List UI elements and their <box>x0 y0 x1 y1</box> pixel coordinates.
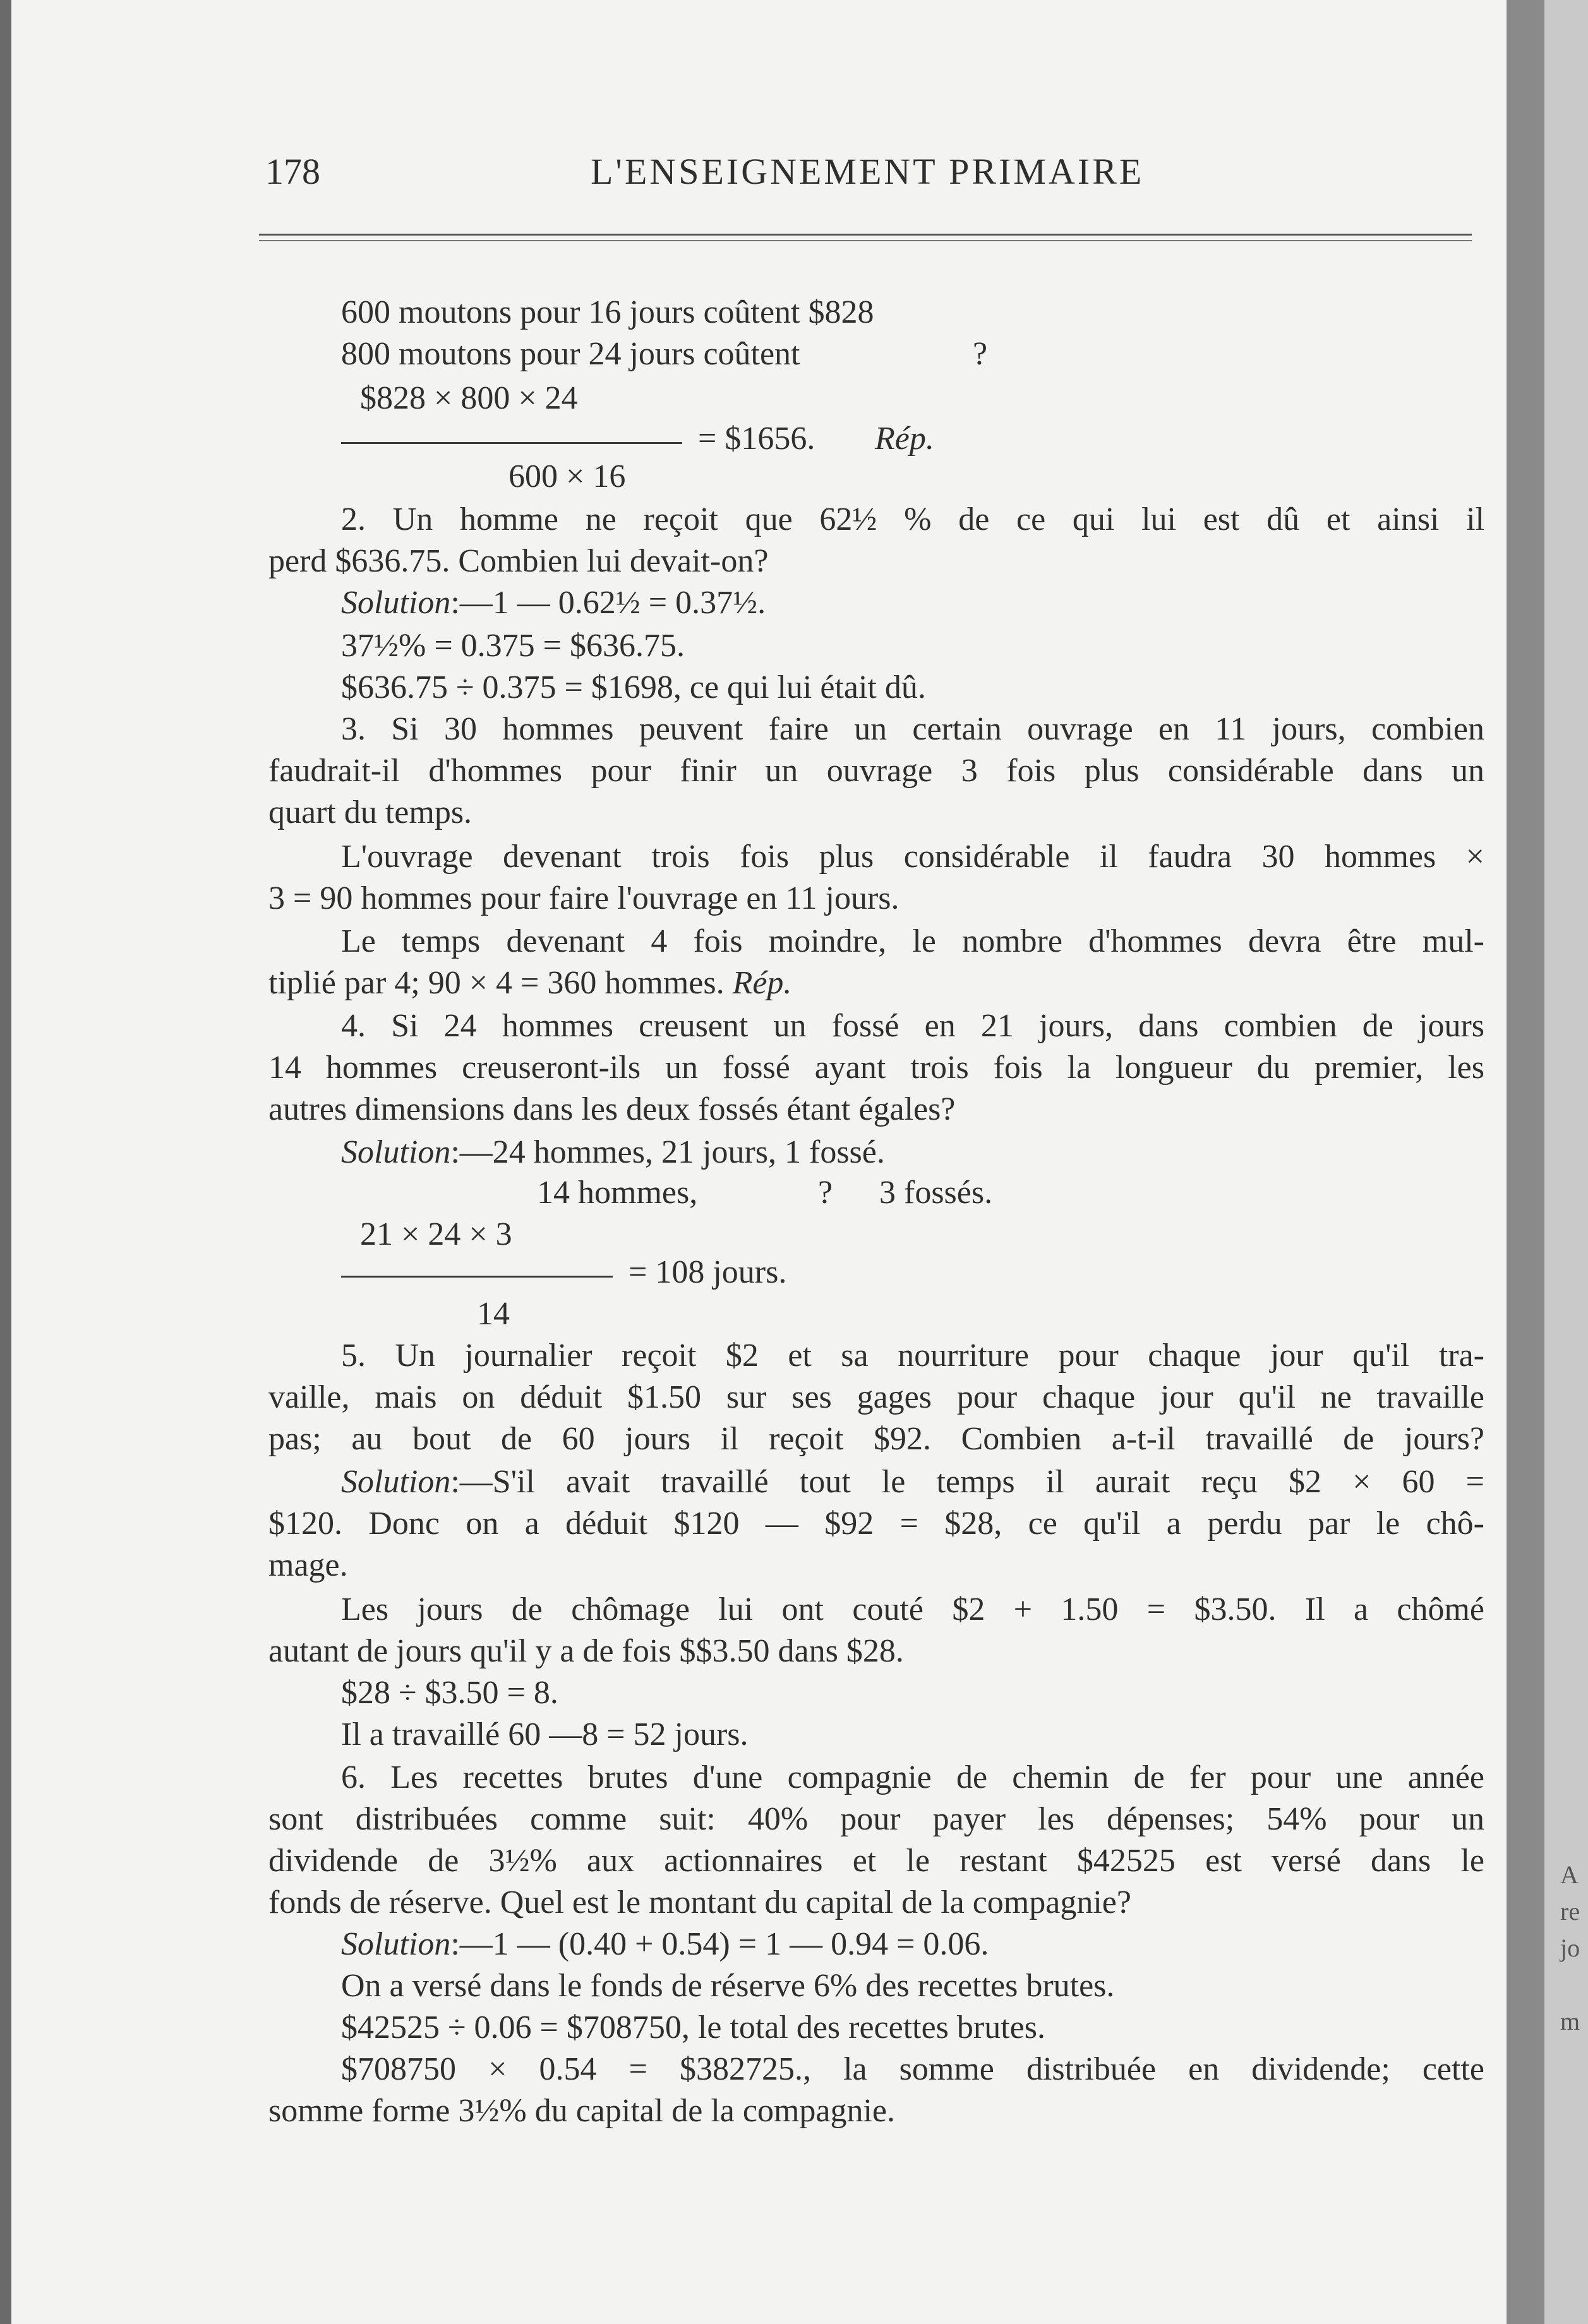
text-line: Il a travaillé 60 —8 = 52 jours. <box>341 1716 749 1752</box>
text-line: 800 moutons pour 24 jours coûtent <box>341 336 800 372</box>
text-line: 37½% = 0.375 = $636.75. <box>341 628 685 664</box>
text-line: ? <box>818 1175 833 1211</box>
fraction-denominator: 14 <box>477 1296 510 1332</box>
fraction-numerator: $828 × 800 × 24 <box>360 380 578 416</box>
text-line: 3. Si 30 hommes peuvent faire un certain ouvrage en 11 jours, combien <box>341 711 1484 747</box>
text-line: 3 = 90 hommes pour faire l'ouvrage en 11 jours. <box>268 880 899 916</box>
text-line: $708750 × 0.54 = $382725., la somme distribuée en dividende; cette <box>341 2051 1484 2087</box>
text-line: 14 hommes, <box>537 1175 698 1211</box>
text-line: 3 fossés. <box>879 1175 993 1211</box>
text-line: Les jours de chômage lui ont couté $2 + 1.50 = $3.50. Il a chômé <box>341 1591 1484 1627</box>
header-rule <box>259 234 1472 236</box>
page-edge-shadow <box>1507 0 1544 2324</box>
text-line: dividende de 3½% aux actionnaires et le restant $42525 est versé dans le <box>268 1843 1484 1879</box>
text-line: Rép. <box>875 421 934 457</box>
text-line: Solution:—1 — (0.40 + 0.54) = 1 — 0.94 = 0.06. <box>341 1926 989 1962</box>
text-line: = 108 jours. <box>629 1254 787 1290</box>
page-header <box>0 147 1507 197</box>
text-line: perd $636.75. Combien lui devait-on? <box>268 543 769 579</box>
header-rule-thin <box>259 240 1472 241</box>
text-line: 14 hommes creuseront-ils un fossé ayant trois fois la longueur du premier, les <box>268 1050 1484 1086</box>
fraction-bar <box>341 442 682 444</box>
text-line: 5. Un journalier reçoit $2 et sa nourriture pour chaque jour qu'il tra- <box>341 1338 1484 1374</box>
running-title: L'ENSEIGNEMENT PRIMAIRE <box>591 151 1145 192</box>
text-line: autres dimensions dans les deux fossés étant égales? <box>268 1091 956 1127</box>
text-line: mage. <box>268 1547 348 1583</box>
text-line: sont distribuées comme suit: 40% pour payer les dépenses; 54% pour un <box>268 1801 1484 1837</box>
text-line: L'ouvrage devenant trois fois plus considérable il faudra 30 hommes × <box>341 839 1484 875</box>
text-line: $636.75 ÷ 0.375 = $1698, ce qui lui était dû. <box>341 669 926 705</box>
text-line: $42525 ÷ 0.06 = $708750, le total des recettes brutes. <box>341 2010 1045 2045</box>
text-line: 4. Si 24 hommes creusent un fossé en 21 jours, dans combien de jours <box>341 1008 1484 1044</box>
text-line: 600 moutons pour 16 jours coûtent $828 <box>341 294 874 330</box>
text-line: somme forme 3½% du capital de la compagnie. <box>268 2093 896 2129</box>
text-line: tiplié par 4; 90 × 4 = 360 hommes. Rép. <box>268 965 792 1001</box>
fraction-numerator: 21 × 24 × 3 <box>360 1216 512 1252</box>
text-line: 6. Les recettes brutes d'une compagnie de chemin de fer pour une année <box>341 1759 1484 1795</box>
text-line: 2. Un homme ne reçoit que 62½ % de ce qui lui est dû et ainsi il <box>341 501 1484 537</box>
text-line: Solution:—24 hommes, 21 jours, 1 fossé. <box>341 1134 885 1170</box>
text-line: Le temps devenant 4 fois moindre, le nombre d'hommes devra être mul- <box>341 923 1484 959</box>
text-line: ? <box>973 336 988 372</box>
adjacent-page-text: A re jo m <box>1560 1860 1580 2035</box>
text-line: faudrait-il d'hommes pour finir un ouvrage 3 fois plus considérable dans un <box>268 753 1484 789</box>
text-line: = $1656. <box>698 421 815 457</box>
text-line: On a versé dans le fonds de réserve 6% des recettes brutes. <box>341 1968 1115 2004</box>
fraction-denominator: 600 × 16 <box>508 458 626 494</box>
text-line: $120. Donc on a déduit $120 — $92 = $28, ce qu'il a perdu par le chô- <box>268 1506 1484 1542</box>
text-line: pas; au bout de 60 jours il reçoit $92. Combien a-t-il travaillé de jours? <box>268 1421 1484 1457</box>
text-line: autant de jours qu'il y a de fois $$3.50 dans $28. <box>268 1633 904 1669</box>
page-number: 178 <box>265 151 320 192</box>
text-line: Solution:—S'il avait travaillé tout le temps il aurait reçu $2 × 60 = <box>341 1464 1484 1500</box>
text-line: Solution:—1 — 0.62½ = 0.37½. <box>341 585 766 621</box>
binding-shadow <box>0 0 11 2324</box>
text-line: quart du temps. <box>268 794 472 830</box>
text-line: $28 ÷ $3.50 = 8. <box>341 1675 558 1711</box>
text-line: fonds de réserve. Quel est le montant du capital de la compagnie? <box>268 1884 1131 1920</box>
fraction-bar <box>341 1276 613 1278</box>
text-line: vaille, mais on déduit $1.50 sur ses gages pour chaque jour qu'il ne travaille <box>268 1379 1484 1415</box>
